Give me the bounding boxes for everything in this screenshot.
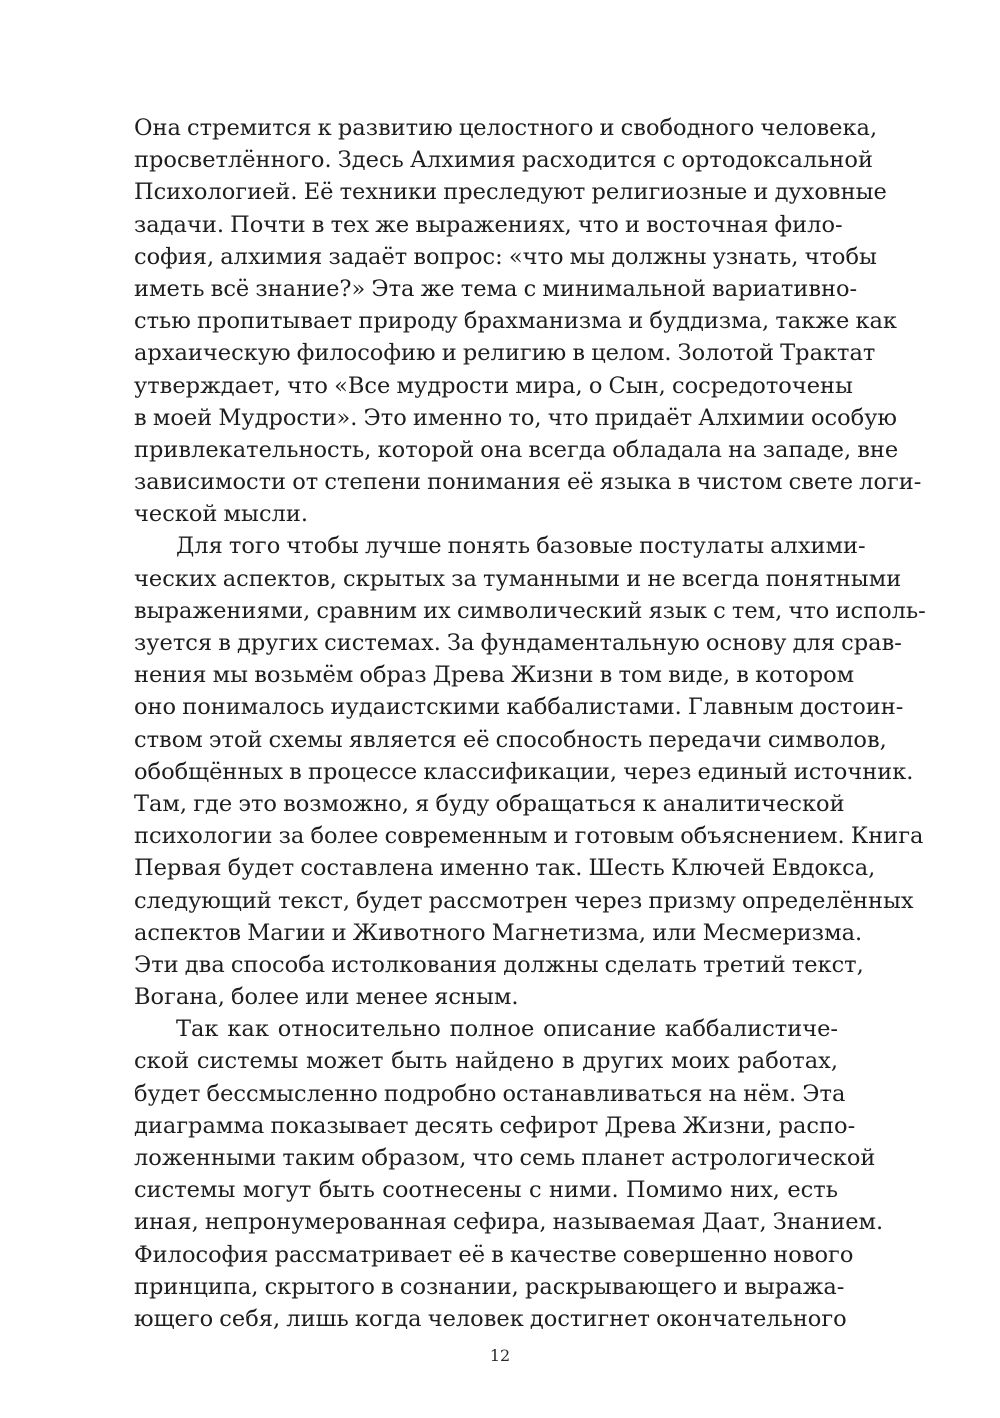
text-line-16: выражениями, сравним их символический язык с тем, что исполь- <box>134 597 926 624</box>
text-line-33: ложенными таким образом, что семь планет астрологической <box>134 1145 876 1171</box>
text-line-27: Эти два способа истолкования должны сделать третий текст, <box>134 951 864 978</box>
text-line-32: диаграмма показывает десять сефирот Древа Жизни, распо- <box>134 1112 856 1139</box>
text-line-38: ющего себя, лишь когда человек достигнет окончательного <box>134 1305 847 1332</box>
text-line-2: просветлённого. Здесь Алхимия расходится с ортодоксальной <box>134 147 873 174</box>
text-line-37: принципа, скрытого в сознании, раскрывающего и выража- <box>134 1273 845 1300</box>
text-line-23: психологии за более современным и готовым объяснением. Книга <box>134 823 924 850</box>
text-line-7: стью пропитывает природу брахманизма и буддизма, также как <box>134 308 897 335</box>
text-line-9: утверждает, что «Все мудрости мира, о Сын, сосредоточены <box>134 372 853 399</box>
text-line-31: будет бессмысленно подробно останавливаться на нём. Эта <box>134 1080 846 1107</box>
text-line-1: Она стремится к развитию целостного и свободного человека, <box>134 115 878 141</box>
text-line-8: архаическую философию и религию в целом. Золотой Трактат <box>134 340 876 367</box>
text-line-22: Там, где это возможно, я буду обращаться к аналитической <box>134 790 845 817</box>
text-line-14: Для того чтобы лучше понять базовые постулаты алхими- <box>176 533 866 560</box>
text-line-28: Вогана, более или менее ясным. <box>134 984 519 1011</box>
text-line-19: оно понималось иудаистскими каббалистами. Главным достоин- <box>134 694 904 721</box>
body-text <box>134 112 926 1335</box>
text-line-18: нения мы возьмём образ Древа Жизни в том виде, в котором <box>134 662 855 689</box>
text-line-25: следующий текст, будет рассмотрен через призму определённых <box>134 887 914 914</box>
text-line-36: Философия рассматривает её в качестве совершенно нового <box>134 1241 854 1268</box>
text-line-20: ством этой схемы является её способность передачи символов, <box>134 726 887 753</box>
text-line-11: привлекательность, которой она всегда обладала на западе, вне <box>134 436 899 463</box>
text-line-6: иметь всё знание?» Эта же тема с минимальной вариативно- <box>134 275 858 302</box>
text-line-4: задачи. Почти в тех же выражениях, что и восточная фило- <box>134 211 843 238</box>
text-line-24: Первая будет составлена именно так. Шесть Ключей Евдокса, <box>134 855 876 882</box>
text-line-13: ческой мысли. <box>134 501 309 528</box>
page-number: 12 <box>489 1346 511 1365</box>
text-line-3: Психологией. Её техники преследуют религиозные и духовные <box>134 179 887 206</box>
text-line-30: ской системы может быть найдено в других моих работах, <box>134 1048 838 1075</box>
text-line-17: зуется в других системах. За фундаментальную основу для срав- <box>134 630 902 656</box>
text-line-10: в моей Мудрости». Это именно то, что придаёт Алхимии особую <box>134 404 898 431</box>
text-line-15: ческих аспектов, скрытых за туманными и не всегда понятными <box>134 565 902 592</box>
text-line-21: обобщённых в процессе классификации, через единый источник. <box>134 758 914 785</box>
text-line-5: софия, алхимия задаёт вопрос: «что мы должны узнать, чтобы <box>134 243 877 270</box>
text-line-26: аспектов Магии и Животного Магнетизма, или Месмеризма. <box>134 919 863 946</box>
text-line-34: системы могут быть соотнесены с ними. Помимо них, есть <box>134 1177 838 1204</box>
text-line-29: Так как относительно полное описание каббалистиче- <box>176 1016 838 1043</box>
text-line-35: иная, непронумерованная сефира, называемая Даат, Знанием. <box>134 1209 884 1236</box>
text-line-12: зависимости от степени понимания её языка в чистом свете логи- <box>134 469 922 496</box>
